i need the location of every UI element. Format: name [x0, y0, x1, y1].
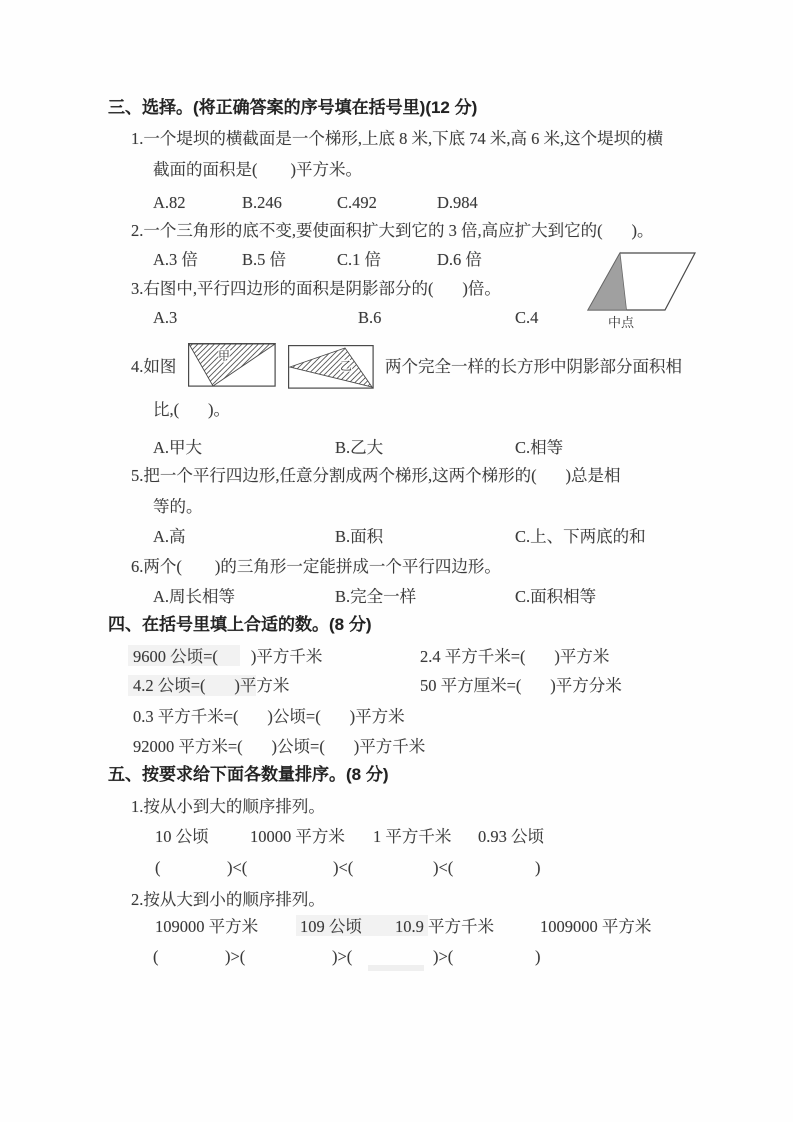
s5-part1-blank: )<(: [433, 858, 454, 877]
q6-option-a: A.周长相等: [153, 587, 236, 606]
q5-line-1: 5.把一个平行四边形,任意分割成两个梯形,这两个梯形的( )总是相: [131, 466, 621, 485]
q2-option-c: C.1 倍: [337, 250, 382, 269]
s5-part1-label: 1.按从小到大的顺序排列。: [131, 797, 325, 816]
s5-part2-quantity: 1009000 平方米: [540, 917, 652, 936]
s5-part1-blank: ): [535, 858, 541, 877]
q5-option-c: C.上、下两底的和: [515, 527, 646, 546]
q5-line-2: 等的。: [153, 497, 203, 516]
q3-option-b: B.6: [358, 308, 382, 327]
s4-row3: 0.3 平方千米=( )公顷=( )平方米: [133, 707, 405, 726]
s5-part2-quantity: 109000 平方米: [155, 917, 259, 936]
s4-row2-left: 4.2 公顷=( )平方米: [133, 676, 290, 695]
parallelogram-figure: [582, 246, 707, 334]
q1-option-d: D.984: [437, 193, 478, 212]
s4-row1-left: 9600 公顷=( )平方千米: [133, 647, 323, 666]
s5-part1-quantity: 10000 平方米: [250, 827, 345, 846]
jia-label: 甲: [218, 349, 231, 363]
s5-part2-blank: ): [535, 947, 541, 966]
q2-option-b: B.5 倍: [242, 250, 287, 269]
q3-option-a: A.3: [153, 308, 178, 327]
s5-part2-blank: )>(: [332, 947, 353, 966]
q4-line-1-rest: 两个完全一样的长方形中阴影部分面积相: [385, 357, 682, 376]
rect-figure-yi: [288, 345, 374, 389]
s5-part1-quantity: 0.93 公顷: [478, 827, 544, 846]
q3-line-1: 3.右图中,平行四边形的面积是阴影部分的( )倍。: [131, 279, 501, 298]
q4-line-2: 比,( )。: [153, 400, 230, 419]
q1-line-1: 1.一个堤坝的横截面是一个梯形,上底 8 米,下底 74 米,高 6 米,这个堤坝的横: [131, 129, 664, 148]
q5-option-b: B.面积: [335, 527, 384, 546]
q6-option-b: B.完全一样: [335, 587, 417, 606]
scan-artifact: [368, 965, 424, 971]
q4-option-a: A.甲大: [153, 438, 203, 457]
q2-option-a: A.3 倍: [153, 250, 198, 269]
section-5-title: 五、按要求给下面各数量排序。(8 分): [108, 765, 389, 784]
q5-option-a: A.高: [153, 527, 186, 546]
s5-part2-quantity: 109 公顷: [300, 917, 362, 936]
s5-part2-blank: )>(: [225, 947, 246, 966]
s5-part1-blank: )<(: [333, 858, 354, 877]
s5-part2-blank: (: [153, 947, 159, 966]
q1-option-c: C.492: [337, 193, 377, 212]
q3-option-c: C.4: [515, 308, 539, 327]
rect-figure-jia: [188, 343, 276, 387]
q2-line-1: 2.一个三角形的底不变,要使面积扩大到它的 3 倍,高应扩大到它的( )。: [131, 221, 654, 240]
section-3-title: 三、选择。(将正确答案的序号填在括号里)(12 分): [108, 98, 478, 117]
s4-row4: 92000 平方米=( )公顷=( )平方千米: [133, 737, 426, 756]
section-4-title: 四、在括号里填上合适的数。(8 分): [108, 615, 372, 634]
s5-part1-blank: )<(: [227, 858, 248, 877]
q4-option-c: C.相等: [515, 438, 564, 457]
q1-line-2: 截面的面积是( )平方米。: [153, 160, 362, 179]
s5-part2-label: 2.按从大到小的顺序排列。: [131, 890, 325, 909]
s5-part2-quantity: 10.9 平方千米: [395, 917, 494, 936]
s4-row2-right: 50 平方厘米=( )平方分米: [420, 676, 622, 695]
s5-part2-blank: )>(: [433, 947, 454, 966]
q2-option-d: D.6 倍: [437, 250, 482, 269]
s4-row1-right: 2.4 平方千米=( )平方米: [420, 647, 610, 666]
yi-label: 乙: [340, 359, 353, 373]
midpoint-label: 中点: [608, 315, 635, 330]
q4-option-b: B.乙大: [335, 438, 384, 457]
s5-part1-blank: (: [155, 858, 161, 877]
q1-option-b: B.246: [242, 193, 282, 212]
q6-option-c: C.面积相等: [515, 587, 597, 606]
s5-part1-quantity: 1 平方千米: [373, 827, 452, 846]
q4-prefix: 4.如图: [131, 357, 177, 376]
q6-line-1: 6.两个( )的三角形一定能拼成一个平行四边形。: [131, 557, 501, 576]
q1-option-a: A.82: [153, 193, 186, 212]
s5-part1-quantity: 10 公顷: [155, 827, 209, 846]
